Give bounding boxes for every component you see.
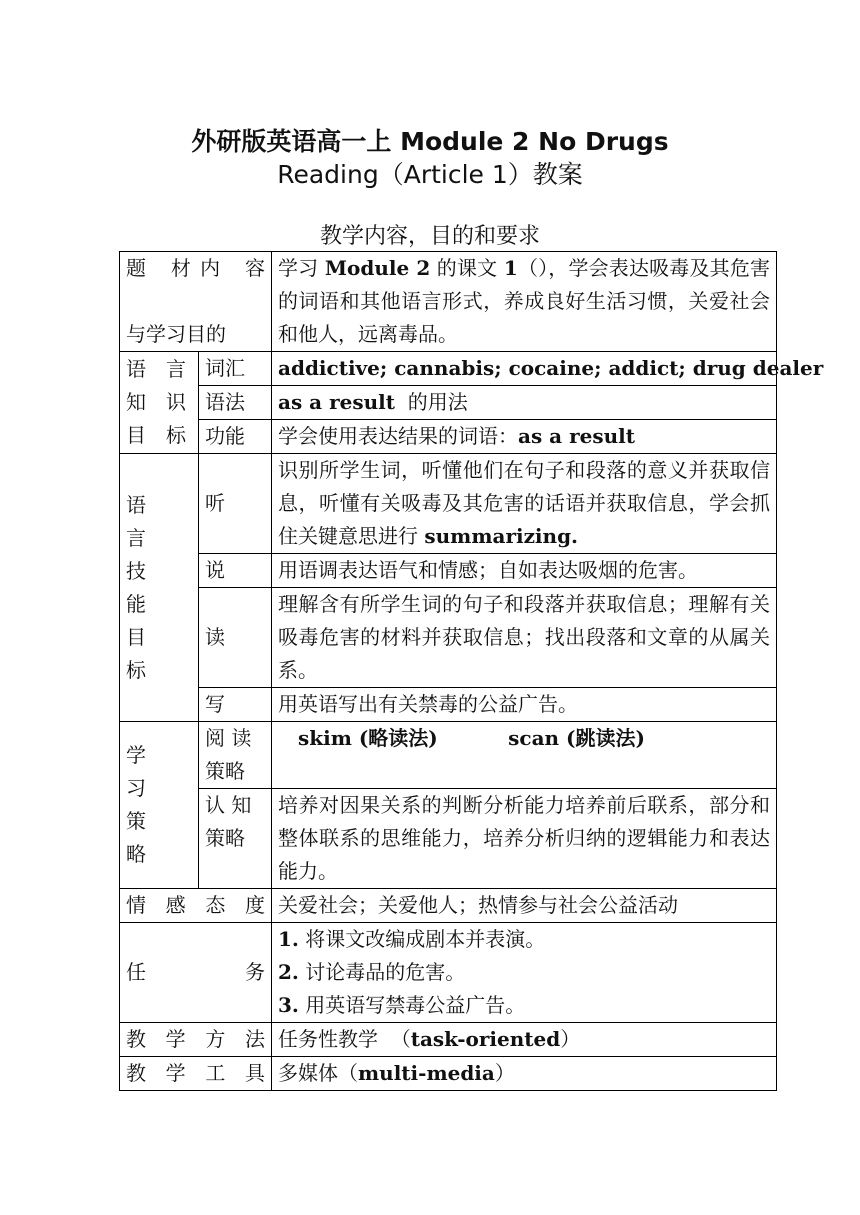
vocab-text: addictive; cannabis; cocaine; addict; drug dealer <box>272 352 777 386</box>
tasks-label: 任 务 <box>120 923 272 1023</box>
method-label: 教学方法 <box>120 1023 272 1057</box>
grammar-label: 语法 <box>199 386 272 420</box>
writing-label: 写 <box>199 688 272 722</box>
method-text: 任务性教学 （task-oriented） <box>272 1023 777 1057</box>
document-title-line2: Reading（Article 1）教案 <box>277 160 583 189</box>
reading-strategy-label: 阅 读 策略 <box>199 722 272 789</box>
attitude-text: 关爱社会；关爱他人；热情参与社会公益活动 <box>272 889 777 923</box>
table-row-reading-strategy <box>120 722 777 789</box>
table-row-attitude <box>120 889 777 923</box>
table-row-tasks <box>120 923 777 1023</box>
language-knowledge-label: 语 言 知 识 目 标 <box>120 352 199 454</box>
reading-label: 读 <box>199 588 272 688</box>
cognitive-strategy-text: 培养对因果关系的判断分析能力培养前后联系，部分和整体联系的思维能力，培养分析归纳的逻辑能力和表达能力。 <box>272 789 777 889</box>
list-item: 3. 用英语写禁毒公益广告。 <box>278 993 526 1017</box>
tasks-list <box>272 923 777 1023</box>
strategies-label: 学 习 策 略 <box>120 722 199 889</box>
language-skills-label: 语 言 技 能 目 标 <box>120 454 199 722</box>
lesson-plan-table <box>119 251 824 1091</box>
table-row-grammar <box>120 386 777 420</box>
tools-label: 教学工具 <box>120 1057 272 1091</box>
table-row-listening <box>120 454 777 554</box>
table-row-function <box>120 420 777 454</box>
cognitive-strategy-label: 认 知 策略 <box>199 789 272 889</box>
speaking-label: 说 <box>199 554 272 588</box>
table-row-topic <box>120 252 777 352</box>
table-row-tools <box>120 1057 777 1091</box>
topic-text-cell: 学习 Module 2 的课文 1（），学会表达吸毒及其危害的词语和其他语言形式，养成良好生活习惯，关爱社会和他人，远离毒品。 <box>272 252 777 352</box>
list-item: 2. 讨论毒品的危害。 <box>278 960 466 984</box>
table-row-method <box>120 1023 777 1057</box>
tools-text: 多媒体（multi-media） <box>272 1057 777 1091</box>
topic-label-top: 题 材内 容 <box>126 256 265 280</box>
table-row-speaking <box>120 554 777 588</box>
topic-label-cell <box>120 252 272 352</box>
speaking-text: 用语调表达语气和情感；自如表达吸烟的危害。 <box>272 554 777 588</box>
reading-strategy-text: skim (略读法) scan (跳读法) <box>272 722 777 789</box>
list-item: 1. 将课文改编成剧本并表演。 <box>278 927 546 951</box>
listening-label: 听 <box>199 454 272 554</box>
topic-label-bottom: 与学习目的 <box>126 322 226 346</box>
function-text: 学会使用表达结果的词语：as a result <box>272 420 777 454</box>
section-title: 教学内容，目的和要求 <box>319 224 540 249</box>
document-title-line1: 外研版英语高一上 Module 2 No Drugs <box>191 127 669 156</box>
listening-text: 识别所学生词，听懂他们在句子和段落的意义并获取信息，听懂有关吸毒及其危害的话语并获取信息，学会抓住关键意思进行 summarizing. <box>272 454 777 554</box>
function-label: 功能 <box>199 420 272 454</box>
grammar-text: as a result 的用法 <box>272 386 777 420</box>
reading-text: 理解含有所学生词的句子和段落并获取信息；理解有关吸毒危害的材料并获取信息；找出段落和文章的从属关系。 <box>272 588 777 688</box>
table-row-cognitive-strategy <box>120 789 777 889</box>
table-row-writing <box>120 688 777 722</box>
table-row-vocab <box>120 352 777 386</box>
table-row-reading <box>120 588 777 688</box>
attitude-label: 情感态度 <box>120 889 272 923</box>
vocab-label: 词汇 <box>199 352 272 386</box>
writing-text: 用英语写出有关禁毒的公益广告。 <box>272 688 777 722</box>
